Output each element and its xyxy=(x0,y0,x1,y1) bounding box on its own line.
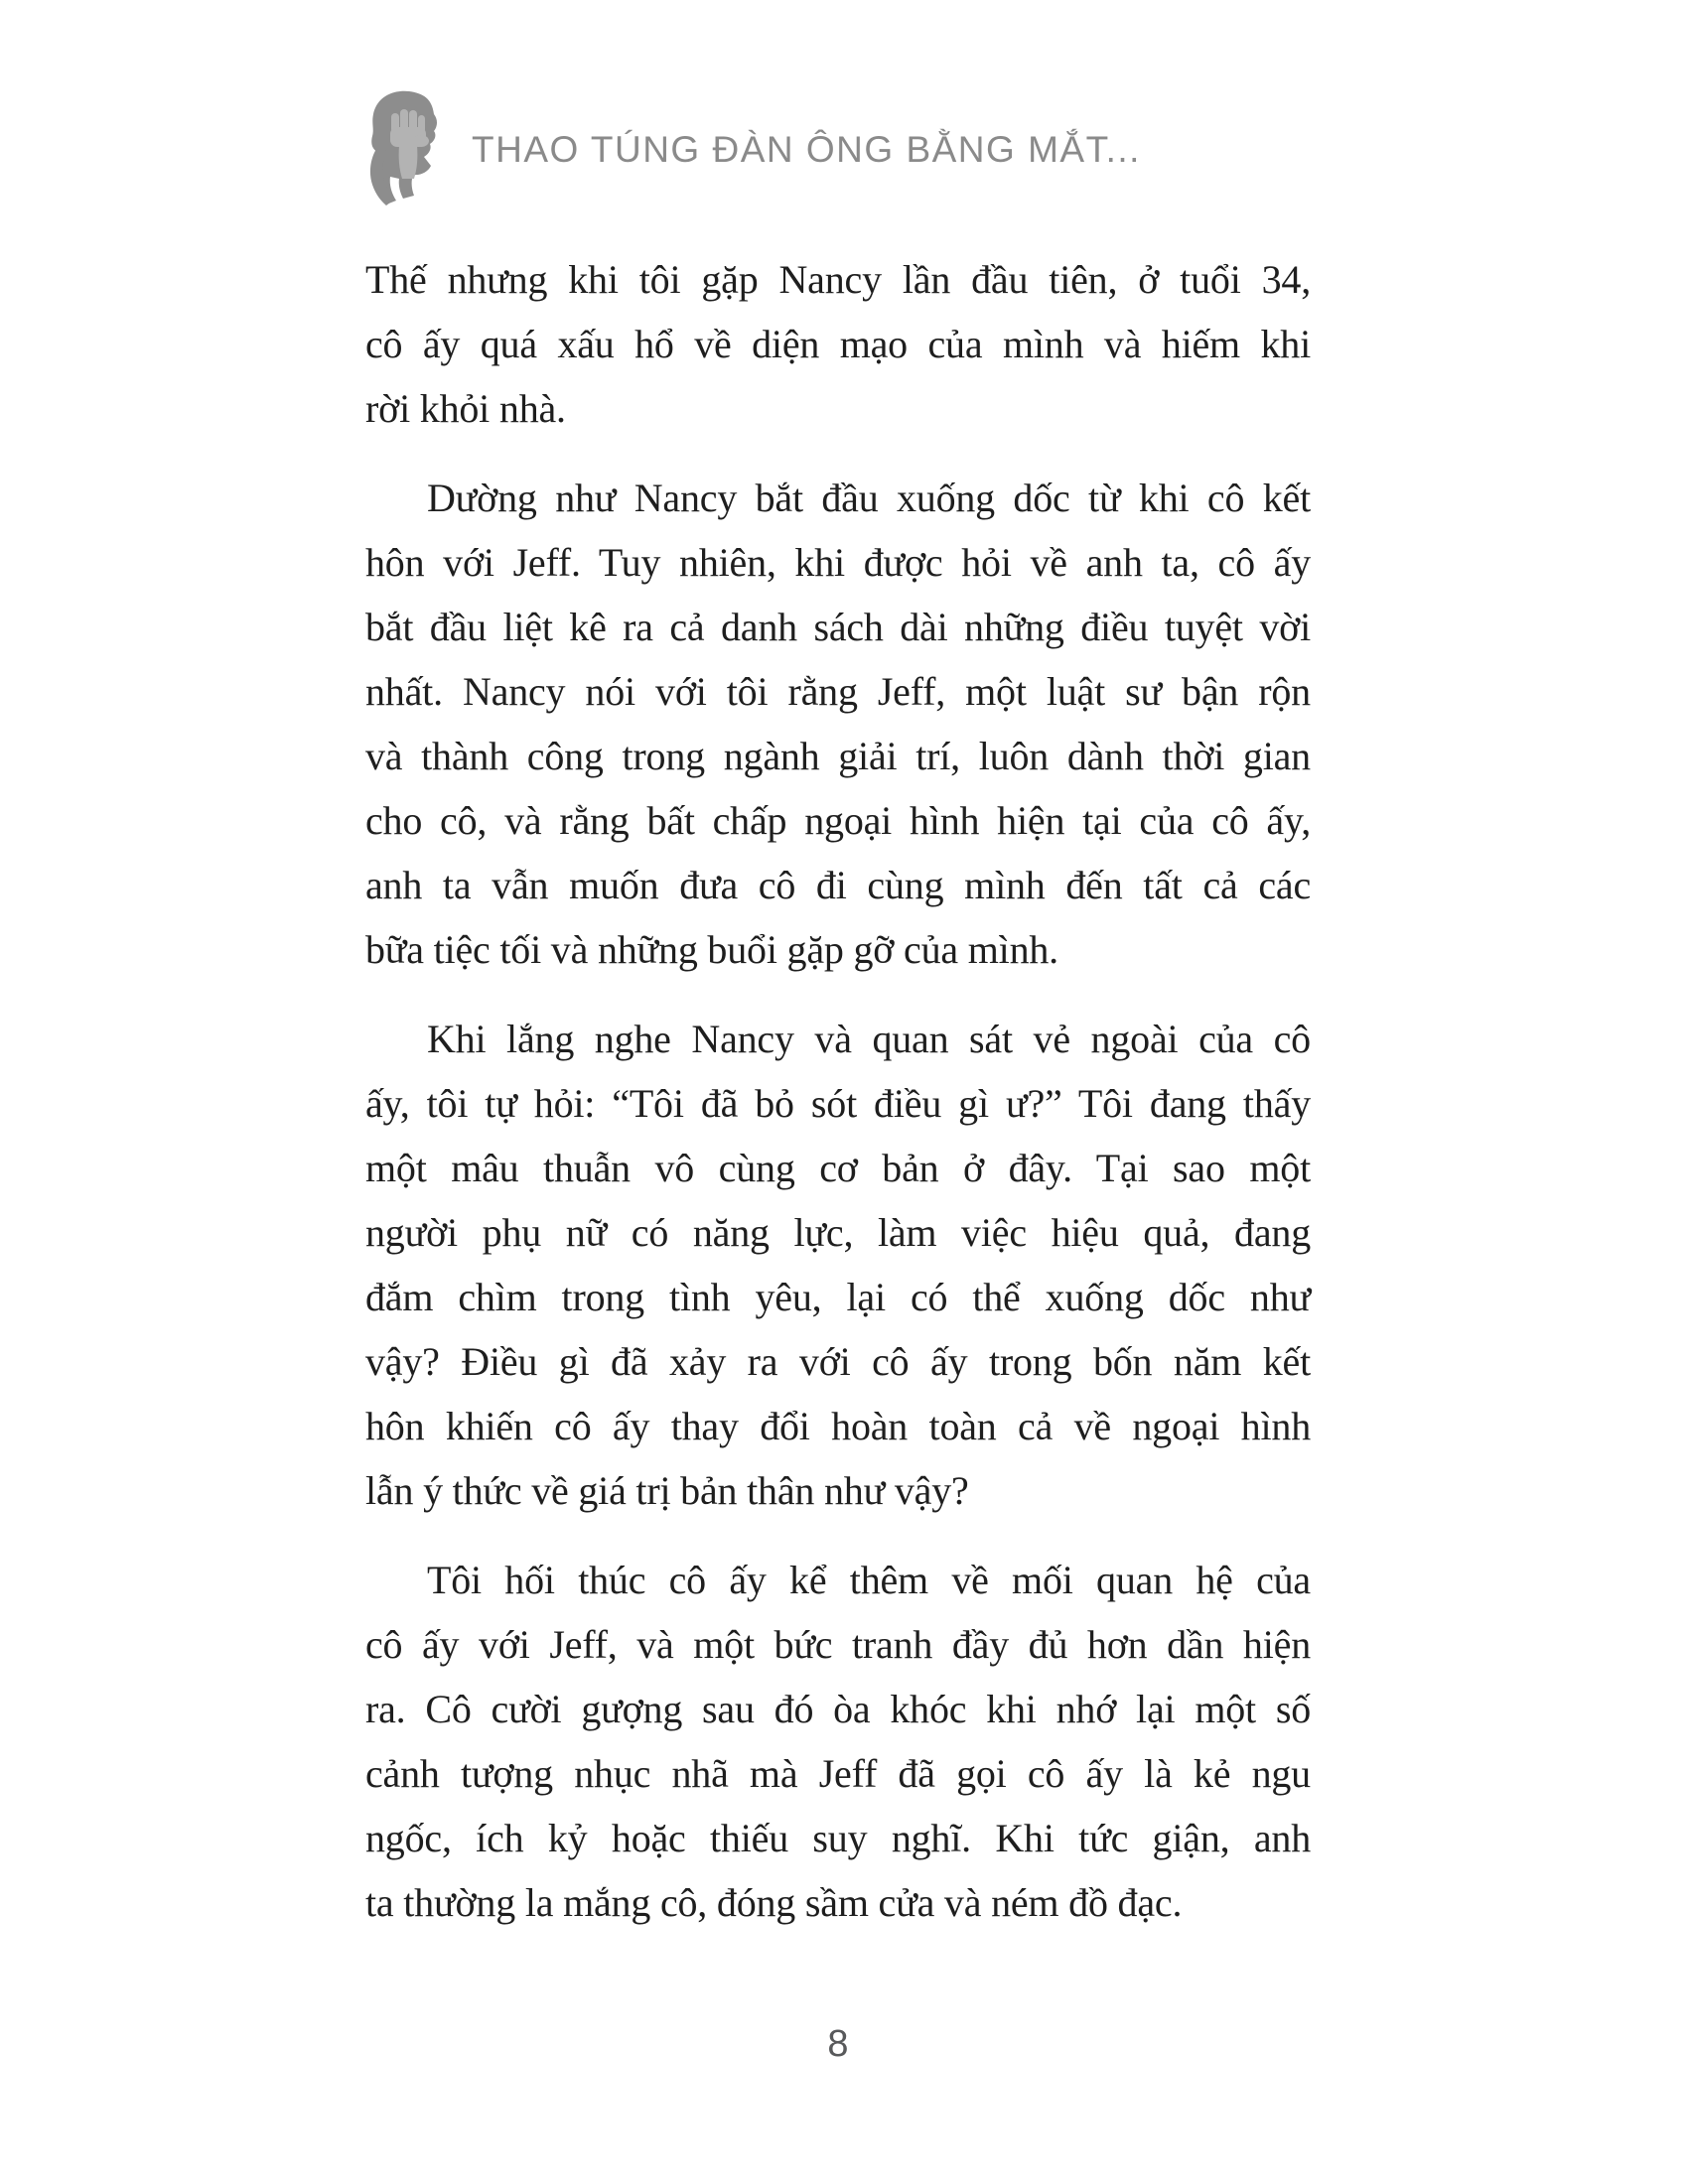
text-line: bữa tiệc tối và những buổi gặp gỡ của mình. xyxy=(365,927,1058,972)
text-line: anh ta vẫn muốn đưa cô đi cùng mình đến tất cả các xyxy=(365,863,1311,907)
page-header xyxy=(360,89,1141,206)
text-line: vậy? Điều gì đã xảy ra với cô ấy trong bốn năm kết xyxy=(365,1339,1311,1384)
text-line: Khi lắng nghe Nancy và quan sát vẻ ngoài của cô xyxy=(427,1017,1311,1061)
text-line: một mâu thuẫn vô cùng cơ bản ở đây. Tại sao một xyxy=(365,1146,1311,1190)
text-line: cô ấy quá xấu hổ về diện mạo của mình và hiếm khi xyxy=(365,322,1311,366)
text-line: lẫn ý thức về giá trị bản thân như vậy? xyxy=(365,1468,969,1513)
text-line: ra. Cô cười gượng sau đó òa khóc khi nhớ lại một số xyxy=(365,1687,1311,1731)
text-line: ta thường la mắng cô, đóng sầm cửa và ném đồ đạc. xyxy=(365,1880,1183,1925)
text-line: cảnh tượng nhục nhã mà Jeff đã gọi cô ấy là kẻ ngu xyxy=(365,1751,1311,1796)
text-line: Dường như Nancy bắt đầu xuống dốc từ khi cô kết xyxy=(427,476,1311,520)
text-line: cho cô, và rằng bất chấp ngoại hình hiện tại của cô ấy, xyxy=(365,798,1311,843)
text-line: bắt đầu liệt kê ra cả danh sách dài những điều tuyệt vời xyxy=(365,605,1311,649)
text-line: hôn khiến cô ấy thay đổi hoàn toàn cả về ngoại hình xyxy=(365,1404,1311,1448)
text-line: hôn với Jeff. Tuy nhiên, khi được hỏi về anh ta, cô ấy xyxy=(365,540,1311,585)
text-line: đắm chìm trong tình yêu, lại có thể xuống dốc như xyxy=(365,1275,1311,1319)
text-line: Thế nhưng khi tôi gặp Nancy lần đầu tiên, ở tuổi 34, xyxy=(365,257,1311,302)
text-line: nhất. Nancy nói với tôi rằng Jeff, một luật sư bận rộn xyxy=(365,669,1311,714)
paragraph xyxy=(365,1548,1311,1935)
text-line: người phụ nữ có năng lực, làm việc hiệu quả, đang xyxy=(365,1210,1311,1255)
text-line: rời khỏi nhà. xyxy=(365,386,566,431)
text-line: ấy, tôi tự hỏi: “Tôi đã bỏ sót điều gì ư?” Tôi đang thấy xyxy=(365,1081,1311,1126)
paragraph xyxy=(365,247,1311,441)
paragraph xyxy=(365,466,1311,982)
text-line: Tôi hối thúc cô ấy kể thêm về mối quan hệ của xyxy=(427,1558,1311,1602)
text-line: ngốc, ích kỷ hoặc thiếu suy nghĩ. Khi tức giận, anh xyxy=(365,1816,1311,1860)
text-line: cô ấy với Jeff, và một bức tranh đầy đủ hơn dần hiện xyxy=(365,1622,1311,1667)
text-line: và thành công trong ngành giải trí, luôn dành thời gian xyxy=(365,734,1311,778)
body-text xyxy=(365,247,1311,1935)
running-head-title: THAO TÚNG ĐÀN ÔNG BẰNG MẮT... xyxy=(472,129,1141,170)
woman-head-fist-icon xyxy=(360,89,454,206)
paragraph xyxy=(365,1007,1311,1523)
page-number: 8 xyxy=(827,2023,849,2065)
